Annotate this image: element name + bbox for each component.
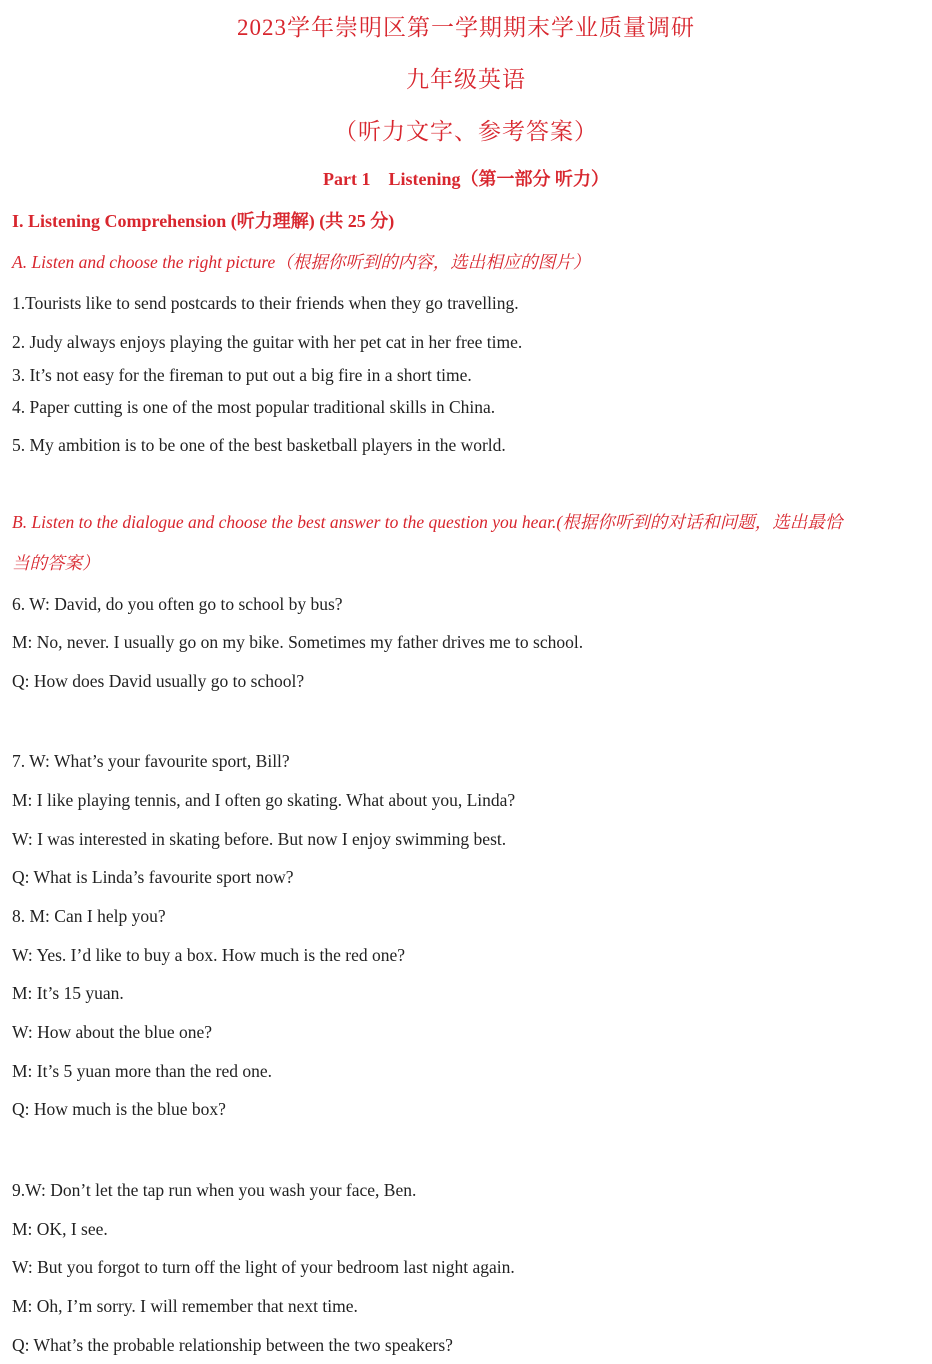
dialogue-line: Q: How does David usually go to school? bbox=[12, 671, 305, 691]
document-subtitle: 九年级英语 bbox=[406, 67, 526, 92]
dialogue-line: 7. W: What’s your favourite sport, Bill? bbox=[12, 751, 290, 771]
dialogue-line: 9.W: Don’t let the tap run when you wash your face, Ben. bbox=[12, 1180, 417, 1200]
dialogue-line: M: Oh, I’m sorry. I will remember that next time. bbox=[12, 1296, 358, 1316]
list-item: 4. Paper cutting is one of the most popular traditional skills in China. bbox=[12, 397, 496, 417]
section-b-instruction: B. Listen to the dialogue and choose the best answer to the question you hear.(根据你听到的对话和问题，选出最恰 bbox=[12, 512, 843, 532]
list-item: 3. It’s not easy for the fireman to put out a big fire in a short time. bbox=[12, 365, 472, 385]
dialogue-line: M: It’s 15 yuan. bbox=[12, 983, 124, 1003]
section-b-instruction-continued: 当的答案） bbox=[12, 553, 100, 573]
dialogue-line: 6. W: David, do you often go to school by bus? bbox=[12, 594, 343, 614]
dialogue-line: W: How about the blue one? bbox=[12, 1022, 213, 1042]
dialogue-line: 8. M: Can I help you? bbox=[12, 906, 166, 926]
document-subtitle-answers: （听力文字、参考答案） bbox=[334, 119, 598, 144]
dialogue-line: W: Yes. I’d like to buy a box. How much is the red one? bbox=[12, 945, 406, 965]
dialogue-line: M: No, never. I usually go on my bike. Sometimes my father drives me to school. bbox=[12, 632, 584, 652]
list-item: 1.Tourists like to send postcards to their friends when they go travelling. bbox=[12, 293, 519, 313]
dialogue-line: M: It’s 5 yuan more than the red one. bbox=[12, 1061, 273, 1081]
section-heading: I. Listening Comprehension (听力理解) (共 25 分) bbox=[12, 211, 395, 231]
dialogue-line: M: OK, I see. bbox=[12, 1219, 108, 1239]
dialogue-line: W: I was interested in skating before. But now I enjoy swimming best. bbox=[12, 829, 507, 849]
dialogue-line: M: I like playing tennis, and I often go skating. What about you, Linda? bbox=[12, 790, 516, 810]
dialogue-line: W: But you forgot to turn off the light of your bedroom last night again. bbox=[12, 1257, 515, 1277]
section-a-instruction: A. Listen and choose the right picture（根据你听到的内容，选出相应的图片） bbox=[12, 252, 591, 272]
dialogue-line: Q: What’s the probable relationship between the two speakers? bbox=[12, 1335, 453, 1355]
part-heading: Part 1 Listening（第一部分 听力） bbox=[323, 169, 609, 189]
document-title: 2023学年崇明区第一学期期末学业质量调研 bbox=[237, 15, 695, 40]
dialogue-line: Q: What is Linda’s favourite sport now? bbox=[12, 867, 294, 887]
dialogue-line: Q: How much is the blue box? bbox=[12, 1099, 226, 1119]
list-item: 5. My ambition is to be one of the best basketball players in the world. bbox=[12, 435, 506, 455]
list-item: 2. Judy always enjoys playing the guitar with her pet cat in her free time. bbox=[12, 332, 523, 352]
